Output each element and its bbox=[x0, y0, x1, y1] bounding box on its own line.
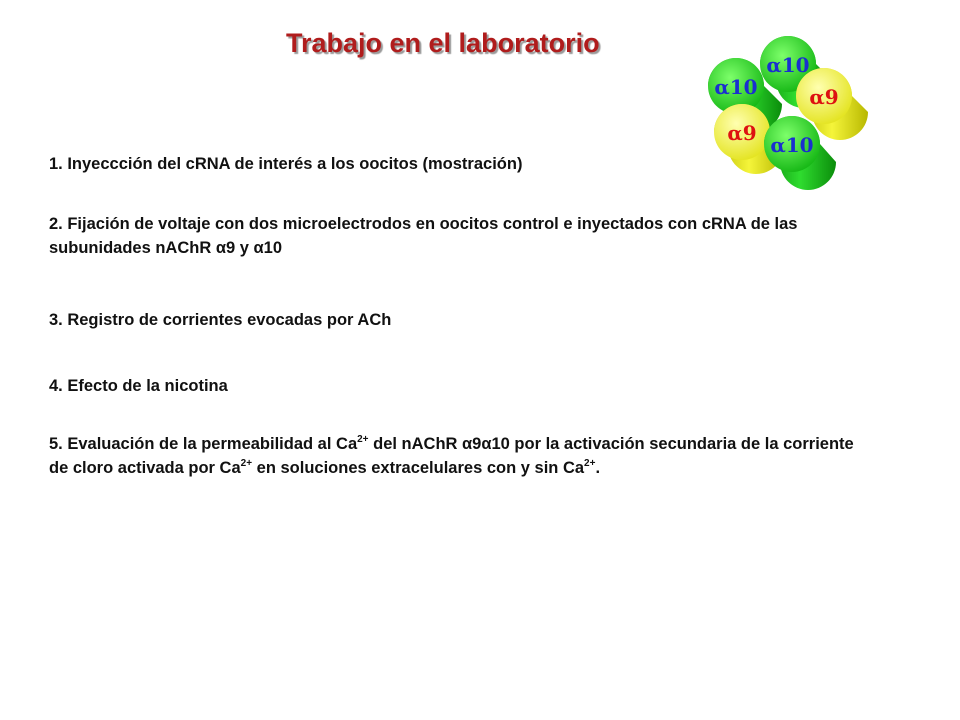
superscript-charge: 2+ bbox=[240, 457, 253, 469]
superscript-charge: 2+ bbox=[584, 457, 596, 469]
subunit-label: α10 bbox=[714, 75, 758, 99]
list-item-5-text-d: . bbox=[595, 459, 601, 477]
list-item-1: 1. Inyeccción del cRNA de interés a los oocitos (mostración) bbox=[49, 155, 523, 173]
list-item-4: 4. Efecto de la nicotina bbox=[49, 377, 228, 395]
slide-title: Trabajo en el laboratorio bbox=[286, 28, 600, 58]
subunit-label: α10 bbox=[766, 53, 810, 77]
list-item-3: 3. Registro de corrientes evocadas por ACh bbox=[49, 311, 392, 329]
superscript-charge: 2+ bbox=[357, 433, 369, 445]
subunit-label: α9 bbox=[809, 85, 839, 109]
list-item-5-text-a: 5. Evaluación de la permeabilidad al Ca bbox=[49, 435, 358, 453]
subunit-label: α10 bbox=[770, 133, 814, 157]
list-item-2: 2. Fijación de voltaje con dos microelectrodos en oocitos control e inyectados con cRNA de las subunidades nAChR α9 y α10 bbox=[49, 215, 798, 257]
list-item-5-text-c: en soluciones extracelulares con y sin Ca bbox=[252, 459, 585, 477]
subunit-label: α9 bbox=[727, 121, 757, 145]
list-item-5-text-b: del nAChR α9α10 por la activación secundaria de la corriente de cloro activada por Ca bbox=[49, 435, 854, 477]
list-item-5 bbox=[49, 432, 859, 480]
